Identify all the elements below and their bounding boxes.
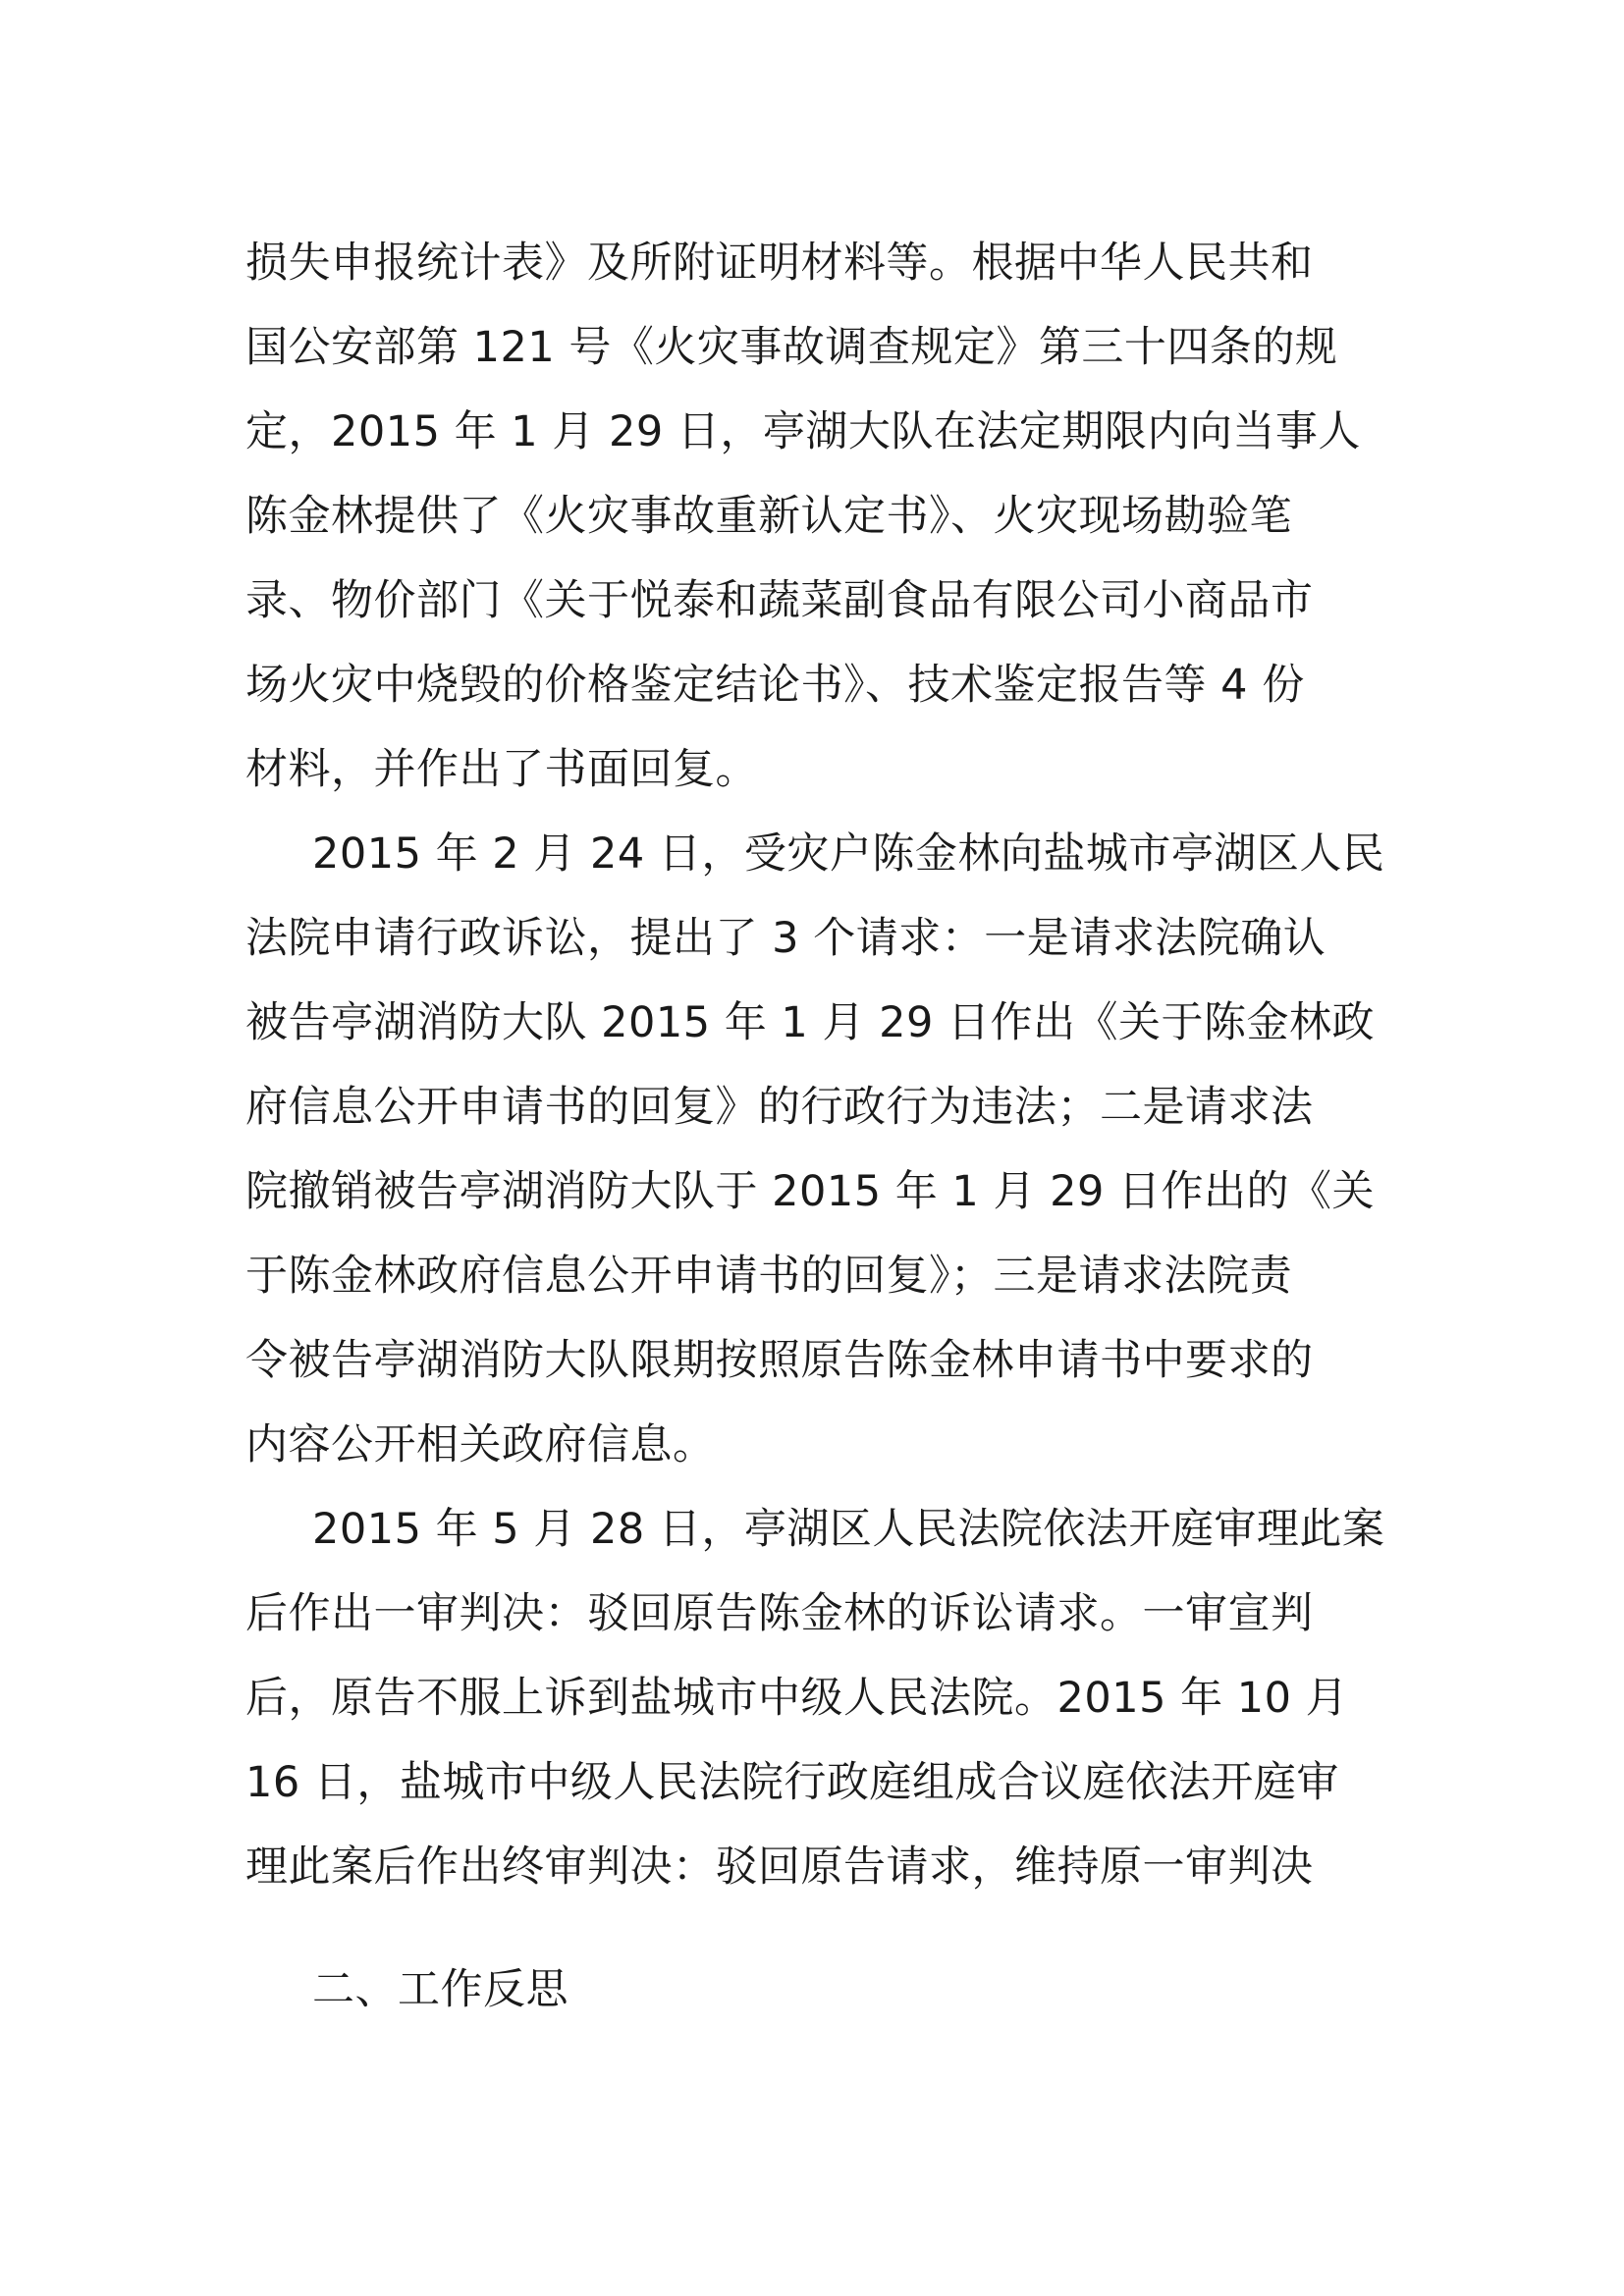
text-line: 录、物价部门《关于悦泰和蔬菜副食品有限公司小商品市 xyxy=(245,576,1314,625)
text-line: 损失申报统计表》及所附证明材料等。根据中华人民共和 xyxy=(245,239,1314,288)
text-line: 被告亭湖消防大队 2015 年 1 月 29 日作出《关于陈金林政 xyxy=(245,998,1376,1047)
text-line: 内容公开相关政府信息。 xyxy=(245,1420,716,1469)
text-line: 后作出一审判决：驳回原告陈金林的诉讼请求。一审宣判 xyxy=(245,1589,1314,1638)
text-line: 16 日，盐城市中级人民法院行政庭组成合议庭依法开庭审 xyxy=(245,1758,1339,1807)
text-line: 令被告亭湖消防大队限期按照原告陈金林申请书中要求的 xyxy=(245,1336,1314,1385)
text-line: 2015 年 5 月 28 日，亭湖区人民法院依法开庭审理此案 xyxy=(312,1505,1385,1554)
section-heading: 二、工作反思 xyxy=(312,1965,568,2014)
text-line: 府信息公开申请书的回复》的行政行为违法；二是请求法 xyxy=(245,1083,1314,1132)
text-line: 国公安部第 121 号《火灾事故调查规定》第三十四条的规 xyxy=(245,323,1338,372)
text-line: 陈金林提供了《火灾事故重新认定书》、火灾现场勘验笔 xyxy=(245,492,1292,541)
paragraph-2 xyxy=(245,812,1384,1487)
text-line: 院撤销被告亭湖消防大队于 2015 年 1 月 29 日作出的《关 xyxy=(245,1167,1376,1216)
text-line: 法院申请行政诉讼，提出了 3 个请求：一是请求法院确认 xyxy=(245,914,1326,963)
text-line: 理此案后作出终审判决：驳回原告请求，维持原一审判决 xyxy=(245,1842,1314,1892)
body-text xyxy=(245,221,1384,1909)
paragraph-1 xyxy=(245,221,1384,812)
text-line: 材料，并作出了书面回复。 xyxy=(245,745,758,794)
text-line: 2015 年 2 月 24 日，受灾户陈金林向盐城市亭湖区人民 xyxy=(312,829,1385,879)
text-line: 后，原告不服上诉到盐城市中级人民法院。2015 年 10 月 xyxy=(245,1674,1349,1723)
text-line: 定，2015 年 1 月 29 日，亭湖大队在法定期限内向当事人 xyxy=(245,407,1361,456)
text-line: 于陈金林政府信息公开申请书的回复》；三是请求法院责 xyxy=(245,1252,1292,1301)
text-line: 场火灾中烧毁的价格鉴定结论书》、技术鉴定报告等 4 份 xyxy=(245,661,1305,710)
paragraph-3 xyxy=(245,1487,1384,1909)
